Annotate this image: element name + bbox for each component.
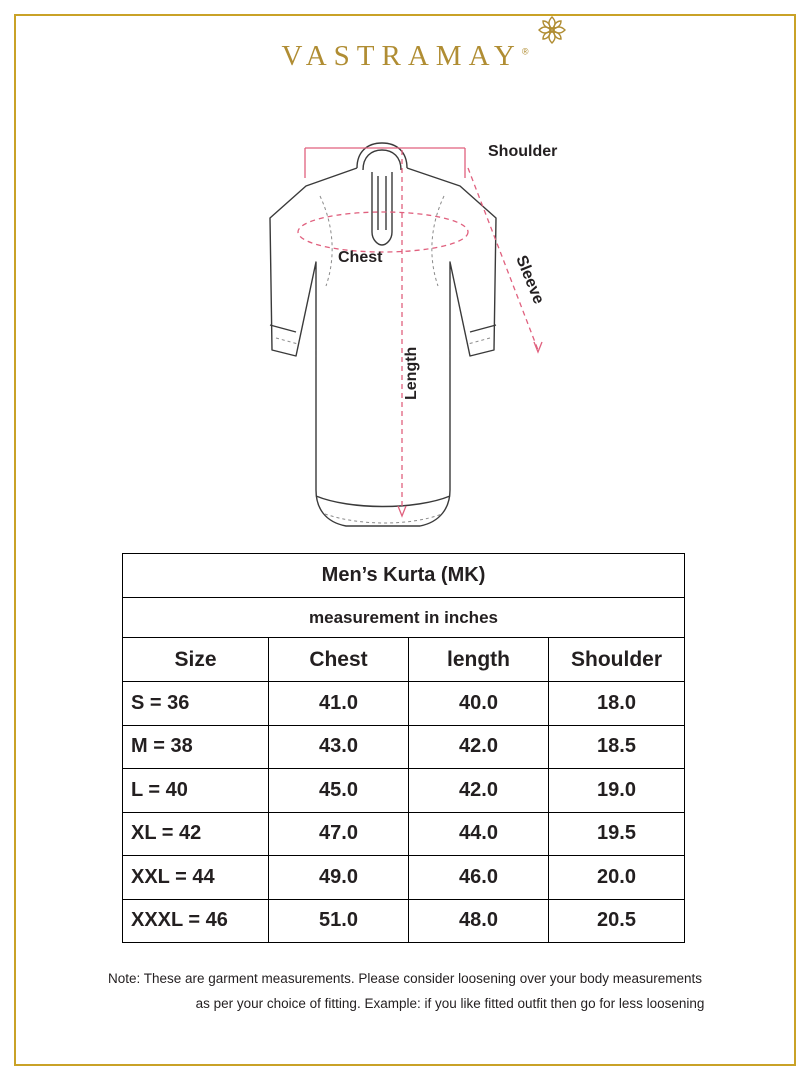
brand-header <box>0 40 810 100</box>
cell-length: 42.0 <box>409 725 549 769</box>
table-row <box>123 769 685 813</box>
table-row <box>123 899 685 943</box>
table-row <box>123 682 685 726</box>
column-header-size: Size <box>123 638 269 682</box>
column-header-chest: Chest <box>269 638 409 682</box>
label-chest: Chest <box>338 249 383 266</box>
cell-length: 40.0 <box>409 682 549 726</box>
floral-emblem-icon <box>532 10 572 50</box>
label-shoulder: Shoulder <box>488 143 558 160</box>
cell-size: XL = 42 <box>123 812 269 856</box>
cell-chest: 47.0 <box>269 812 409 856</box>
cell-size: XXXL = 46 <box>123 899 269 943</box>
table-row <box>123 725 685 769</box>
table-row <box>123 856 685 900</box>
note-line-1: Note: These are garment measurements. Please consider loosening over your body measurements <box>107 971 703 986</box>
note-line-2: as per your choice of fitting. Example: if you like fitted outfit then go for less loosening <box>195 996 705 1011</box>
cell-length: 48.0 <box>409 899 549 943</box>
measurement-note <box>36 966 774 1016</box>
cell-chest: 49.0 <box>269 856 409 900</box>
cell-shoulder: 18.5 <box>549 725 685 769</box>
cell-size: M = 38 <box>123 725 269 769</box>
cell-length: 44.0 <box>409 812 549 856</box>
column-header-shoulder: Shoulder <box>549 638 685 682</box>
cell-chest: 51.0 <box>269 899 409 943</box>
cell-length: 42.0 <box>409 769 549 813</box>
size-chart-table <box>122 553 685 943</box>
table-subtitle-row <box>123 598 685 638</box>
cell-shoulder: 19.5 <box>549 812 685 856</box>
kurta-measurement-illustration <box>120 110 690 540</box>
table-title: Men’s Kurta (MK) <box>123 554 685 598</box>
cell-chest: 41.0 <box>269 682 409 726</box>
label-sleeve: Sleeve <box>512 253 548 307</box>
brand-lockup <box>282 40 529 73</box>
column-header-length: length <box>409 638 549 682</box>
cell-size: L = 40 <box>123 769 269 813</box>
cell-size: XXL = 44 <box>123 856 269 900</box>
cell-size: S = 36 <box>123 682 269 726</box>
cell-chest: 43.0 <box>269 725 409 769</box>
brand-name: VASTRAMAY <box>281 40 522 72</box>
table-header-row <box>123 638 685 682</box>
table-subtitle: measurement in inches <box>123 598 685 638</box>
cell-shoulder: 20.5 <box>549 899 685 943</box>
registered-mark: ® <box>521 46 529 57</box>
label-length: Length <box>403 346 420 400</box>
cell-shoulder: 19.0 <box>549 769 685 813</box>
table-row <box>123 812 685 856</box>
cell-shoulder: 18.0 <box>549 682 685 726</box>
cell-shoulder: 20.0 <box>549 856 685 900</box>
cell-length: 46.0 <box>409 856 549 900</box>
table-title-row <box>123 554 685 598</box>
cell-chest: 45.0 <box>269 769 409 813</box>
